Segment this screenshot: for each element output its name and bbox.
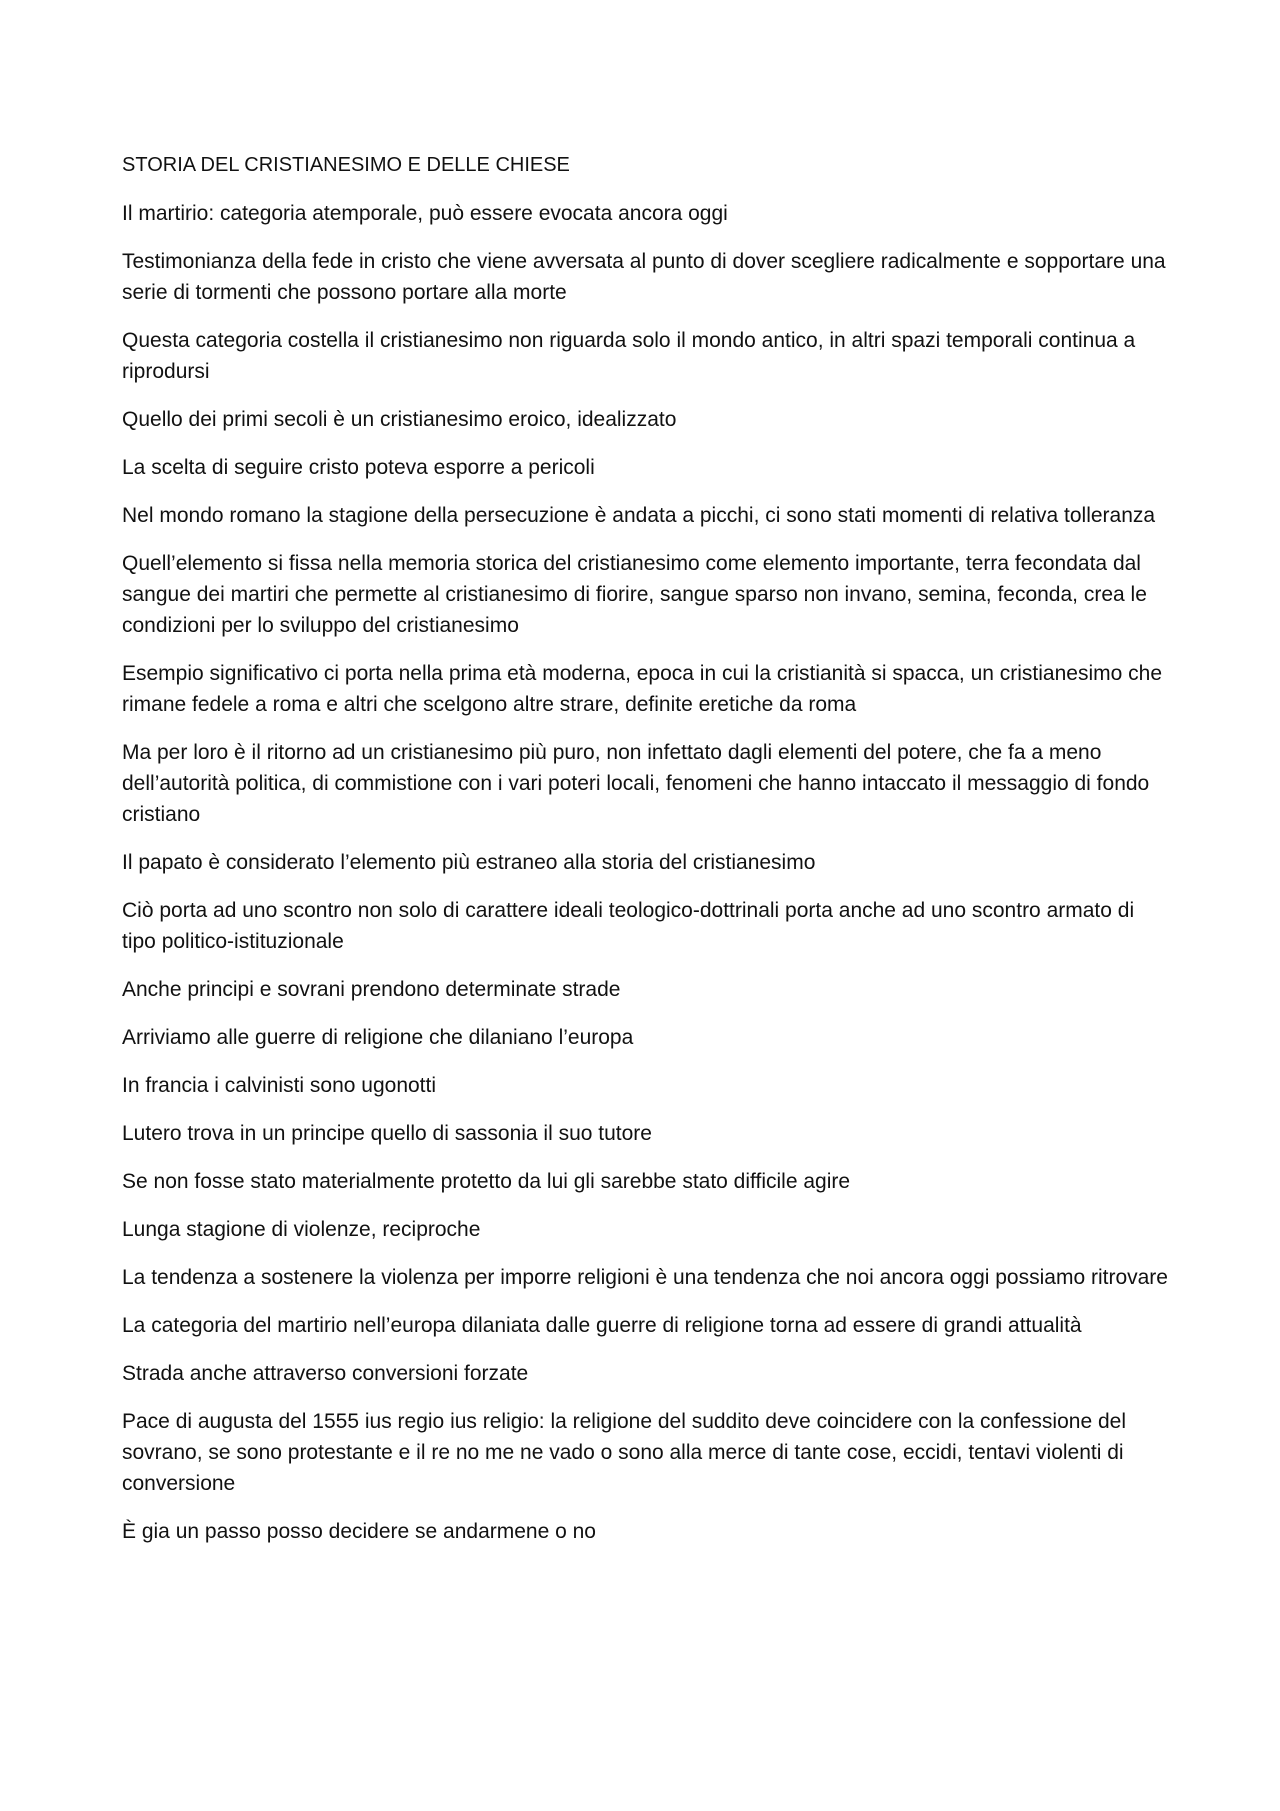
paragraph: In francia i calvinisti sono ugonotti [122, 1074, 437, 1097]
paragraph: Ma per loro è il ritorno ad un cristianesimo più puro, non infettato dagli elementi del potere, che fa a meno dell’autorità politica, di commistione con i vari poteri locali, fenomeni che hanno intaccato il messaggio di fondo cristiano [122, 741, 1150, 826]
paragraph: Il papato è considerato l’elemento più estraneo alla storia del cristianesimo [122, 851, 816, 874]
paragraph: La tendenza a sostenere la violenza per imporre religioni è una tendenza che noi ancora oggi possiamo ritrovare [122, 1266, 1168, 1289]
paragraph: Strada anche attraverso conversioni forzate [122, 1362, 529, 1385]
paragraph: È gia un passo posso decidere se andarmene o no [122, 1520, 596, 1543]
paragraph: Quell’elemento si fissa nella memoria storica del cristianesimo come elemento importante, terra fecondata dal sangue dei martiri che permette al cristianesimo di fiorire, sangue sparso non invano, semina, feconda, crea le condizioni per lo sviluppo del cristianesimo [122, 552, 1147, 637]
paragraph: Il martirio: categoria atemporale, può essere evocata ancora oggi [122, 202, 728, 225]
paragraph: Se non fosse stato materialmente protetto da lui gli sarebbe stato difficile agire [122, 1170, 851, 1193]
document-page [122, 150, 1168, 1564]
paragraph: La scelta di seguire cristo poteva esporre a pericoli [122, 456, 595, 479]
paragraph: La categoria del martirio nell’europa dilaniata dalle guerre di religione torna ad essere di grandi attualità [122, 1314, 1082, 1337]
paragraph: Esempio significativo ci porta nella prima età moderna, epoca in cui la cristianità si spacca, un cristianesimo che rimane fedele a roma e altri che scelgono altre strare, definite eretiche da roma [122, 662, 1162, 716]
paragraph: Anche principi e sovrani prendono determinate strade [122, 978, 621, 1001]
paragraph: Nel mondo romano la stagione della persecuzione è andata a picchi, ci sono stati momenti di relativa tolleranza [122, 504, 1156, 527]
paragraph: Ciò porta ad uno scontro non solo di carattere ideali teologico-dottrinali porta anche ad uno scontro armato di tipo politico-istituzionale [122, 899, 1135, 953]
paragraph: Arriviamo alle guerre di religione che dilaniano l’europa [122, 1026, 634, 1049]
paragraph: Testimonianza della fede in cristo che viene avversata al punto di dover scegliere radicalmente e sopportare una serie di tormenti che possono portare alla morte [122, 250, 1166, 304]
paragraph: Lunga stagione di violenze, reciproche [122, 1218, 481, 1241]
paragraph: Questa categoria costella il cristianesimo non riguarda solo il mondo antico, in altri spazi temporali continua a riprodursi [122, 329, 1136, 383]
paragraph: Quello dei primi secoli è un cristianesimo eroico, idealizzato [122, 408, 677, 431]
paragraph: Lutero trova in un principe quello di sassonia il suo tutore [122, 1122, 652, 1145]
document-title: STORIA DEL CRISTIANESIMO E DELLE CHIESE [122, 154, 570, 176]
paragraph: Pace di augusta del 1555 ius regio ius religio: la religione del suddito deve coincidere con la confessione del sovrano, se sono protestante e il re no me ne vado o sono alla merce di tante cose, eccidi, tentavi violenti di conversione [122, 1410, 1126, 1495]
